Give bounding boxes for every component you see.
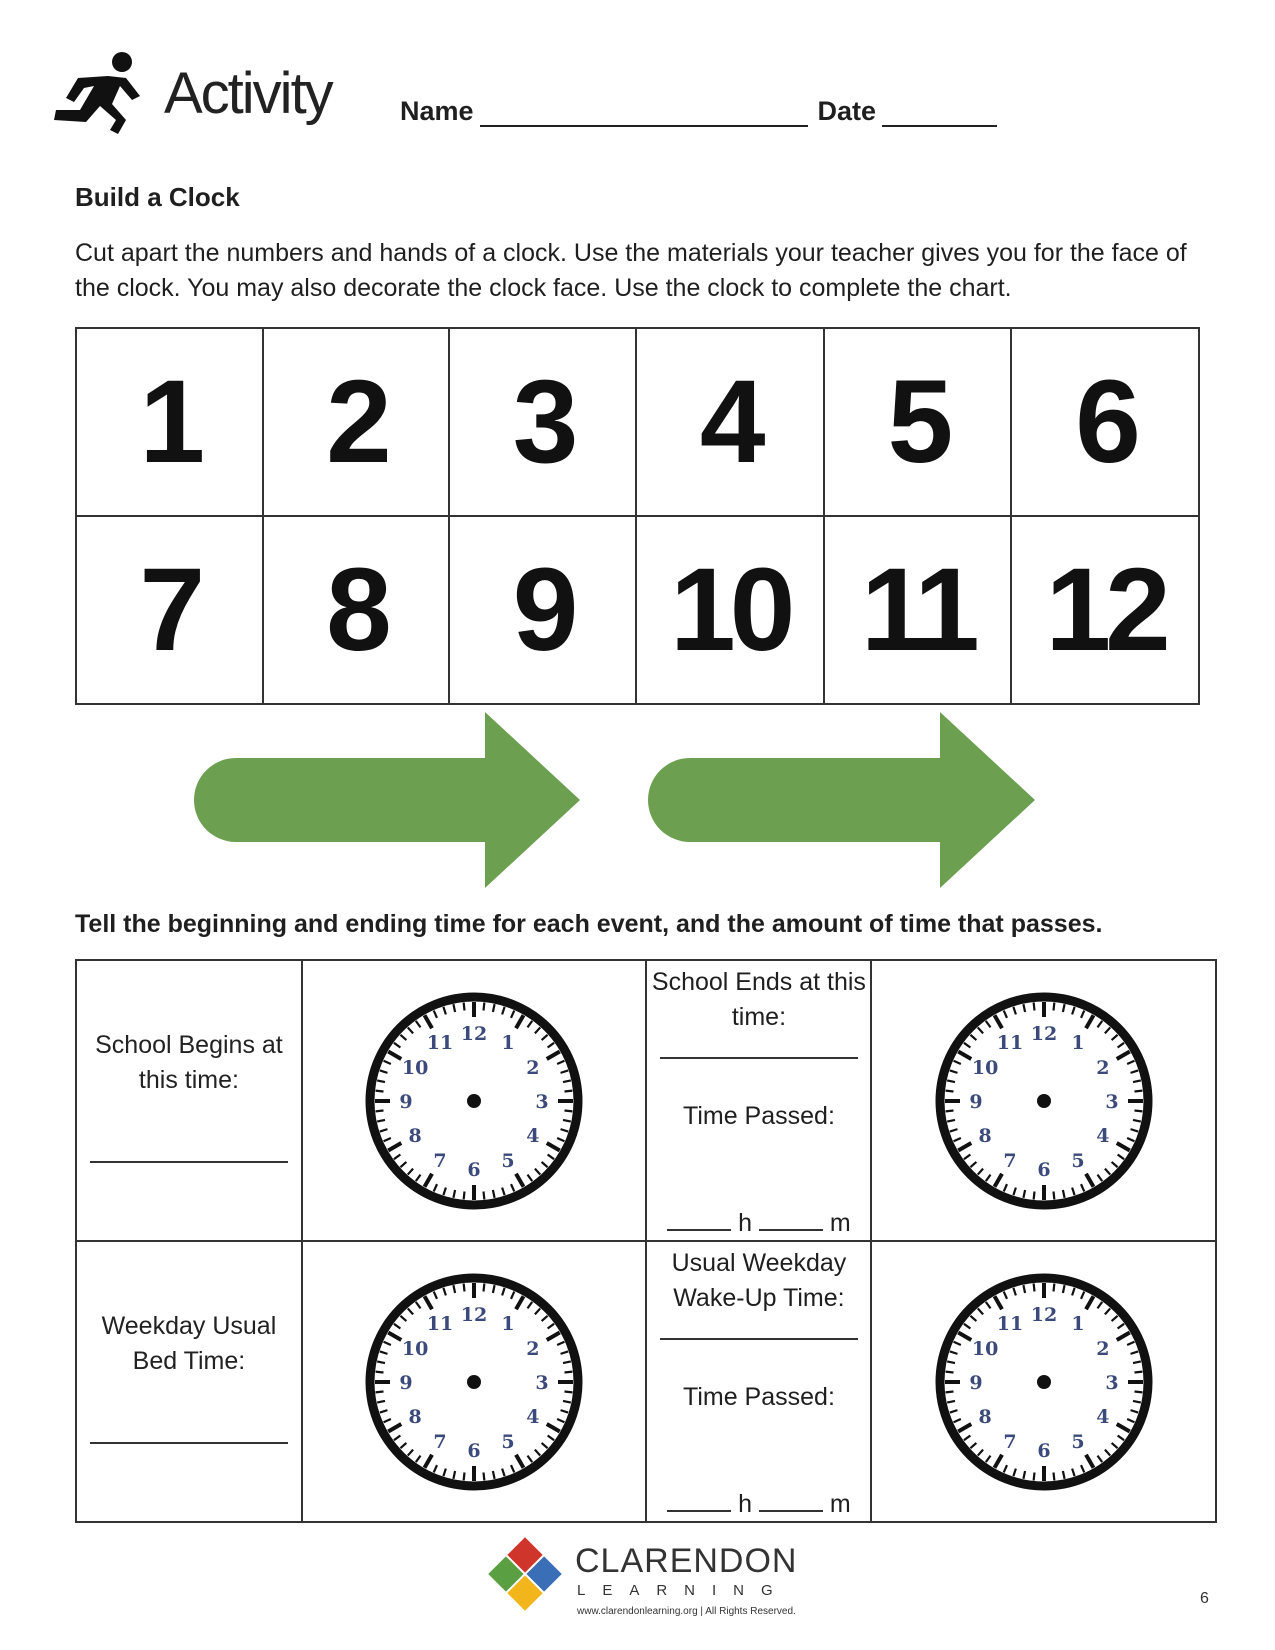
clock-numeral: 2 — [526, 1056, 540, 1079]
number-cell: 3 — [449, 328, 636, 516]
clock-numeral: 11 — [996, 1312, 1023, 1335]
clock-numeral: 4 — [1096, 1405, 1110, 1428]
clock-cell — [871, 960, 1216, 1241]
end-label-line1: School Ends at this — [651, 968, 866, 996]
clock-numeral: 9 — [969, 1371, 983, 1394]
clock-numeral: 12 — [460, 1303, 488, 1326]
clock-numeral: 1 — [501, 1031, 515, 1054]
task-title: Tell the beginning and ending time for each event, and the amount of time that passes. — [75, 910, 1103, 938]
minutes-blank[interactable] — [759, 1211, 823, 1231]
clock-numeral: 7 — [433, 1149, 447, 1172]
number-cell: 8 — [263, 516, 450, 704]
clock-numeral: 3 — [1105, 1371, 1119, 1394]
clock-numeral: 9 — [969, 1090, 983, 1113]
brand-url: www.clarendonlearning.org | All Rights Reserved. — [577, 1606, 796, 1617]
hours-label: h — [738, 1490, 752, 1518]
number-cell: 6 — [1011, 328, 1199, 516]
clock-numeral: 12 — [460, 1022, 488, 1045]
clock-numeral: 10 — [402, 1337, 429, 1360]
clock-numeral: 9 — [399, 1371, 413, 1394]
instructions: Cut apart the numbers and hands of a clock. Use the materials your teacher gives you for the face of the clock. You may also decorate the clock face. Use the clock to complete the chart. — [75, 239, 1187, 302]
page-header — [48, 48, 1228, 148]
clock-face-icon — [360, 1268, 588, 1496]
hours-blank[interactable] — [667, 1492, 731, 1512]
clock-numeral: 4 — [1096, 1124, 1110, 1147]
time-passed-label: Time Passed: — [682, 1102, 835, 1130]
clock-numeral: 9 — [399, 1090, 413, 1113]
minute-hand-arrow — [648, 712, 1035, 888]
clock-cell — [302, 960, 647, 1241]
clock-cell — [302, 1241, 647, 1522]
clock-numeral: 1 — [1071, 1031, 1085, 1054]
name-date-fields — [400, 96, 997, 127]
brand-name: CLARENDON — [575, 1542, 798, 1580]
date-label: Date — [817, 96, 877, 126]
hours-minutes-row — [647, 1490, 870, 1519]
clock-numeral: 7 — [433, 1430, 447, 1453]
clock-numeral: 3 — [535, 1371, 549, 1394]
start-label-line1: Weekday Usual — [101, 1312, 277, 1340]
clock-numeral: 8 — [408, 1405, 422, 1428]
clock-numeral: 4 — [526, 1405, 540, 1428]
clock-numeral: 2 — [1096, 1056, 1110, 1079]
puzzle-logo-icon — [485, 1534, 565, 1614]
end-time-cell — [646, 960, 871, 1241]
clock-numeral: 1 — [1071, 1312, 1085, 1335]
date-blank[interactable] — [882, 103, 997, 127]
clock-numeral: 3 — [535, 1090, 549, 1113]
name-label: Name — [400, 96, 474, 126]
number-cell: 10 — [636, 516, 824, 704]
page-number: 6 — [1200, 1590, 1209, 1607]
clock-face-icon — [930, 1268, 1158, 1496]
hours-label: h — [738, 1209, 752, 1237]
end-time-cell — [646, 1241, 871, 1522]
section-title: Build a Clock — [75, 182, 240, 212]
clock-numeral: 7 — [1003, 1149, 1017, 1172]
clock-numeral: 8 — [408, 1124, 422, 1147]
end-time-blank[interactable] — [660, 1318, 858, 1340]
clock-numeral: 6 — [1037, 1439, 1051, 1462]
events-chart — [75, 959, 1217, 1523]
start-time-cell — [76, 1241, 302, 1522]
number-cell: 7 — [76, 516, 263, 704]
clock-numeral: 7 — [1003, 1430, 1017, 1453]
time-passed-label: Time Passed: — [682, 1383, 835, 1411]
clock-face-icon — [930, 987, 1158, 1215]
start-label-line2: this time: — [138, 1066, 239, 1094]
clock-numeral: 1 — [501, 1312, 515, 1335]
clock-numeral: 6 — [467, 1439, 481, 1462]
hour-hand-arrow — [194, 712, 580, 888]
clock-numeral: 2 — [526, 1337, 540, 1360]
number-cell: 4 — [636, 328, 824, 516]
clock-numeral: 3 — [1105, 1090, 1119, 1113]
clock-numeral: 10 — [402, 1056, 429, 1079]
clock-hand-cutouts — [0, 710, 1275, 900]
minutes-label: m — [829, 1490, 851, 1518]
event-row-school — [76, 960, 1216, 1241]
number-cell: 9 — [449, 516, 636, 704]
minutes-blank[interactable] — [759, 1492, 823, 1512]
clock-numeral: 11 — [426, 1031, 454, 1054]
number-cell: 12 — [1011, 516, 1199, 704]
start-time-cell — [76, 960, 302, 1241]
clock-numeral: 11 — [996, 1031, 1023, 1054]
clock-numeral: 10 — [971, 1056, 999, 1079]
end-label-line2: time: — [731, 1003, 787, 1031]
name-blank[interactable] — [480, 103, 808, 127]
clock-numeral: 2 — [1096, 1337, 1110, 1360]
clock-numeral: 6 — [1037, 1158, 1051, 1181]
clock-cell — [871, 1241, 1216, 1522]
event-row-bedtime — [76, 1241, 1216, 1522]
hours-blank[interactable] — [667, 1211, 731, 1231]
clock-numeral: 12 — [1030, 1022, 1057, 1045]
clock-numeral: 6 — [467, 1158, 481, 1181]
activity-title: Activity — [164, 61, 332, 126]
clock-numeral: 5 — [1071, 1149, 1085, 1172]
number-row-2 — [76, 516, 1199, 704]
hours-minutes-row — [647, 1209, 870, 1238]
clock-numeral: 8 — [978, 1124, 992, 1147]
clock-numeral: 8 — [978, 1405, 992, 1428]
running-person-icon — [48, 48, 148, 138]
number-row-1 — [76, 328, 1199, 516]
number-cell: 2 — [263, 328, 450, 516]
number-cell: 5 — [824, 328, 1012, 516]
end-label-line2: Wake-Up Time: — [673, 1284, 845, 1312]
start-time-blank[interactable] — [90, 1422, 288, 1444]
clock-numeral: 5 — [1071, 1430, 1085, 1453]
clock-numeral: 4 — [526, 1124, 540, 1147]
minutes-label: m — [829, 1209, 851, 1237]
clock-numeral: 10 — [971, 1337, 999, 1360]
start-label-line1: School Begins at — [95, 1031, 283, 1059]
number-cell: 11 — [824, 516, 1012, 704]
number-cell: 1 — [76, 328, 263, 516]
clock-numeral: 11 — [426, 1312, 454, 1335]
brand-subtitle: LEARNING — [577, 1582, 790, 1599]
start-label-line2: Bed Time: — [132, 1347, 246, 1375]
end-time-blank[interactable] — [660, 1037, 858, 1059]
clock-numeral: 5 — [501, 1149, 515, 1172]
clock-number-cutouts — [75, 327, 1200, 705]
clarendon-learning-logo — [485, 1530, 815, 1620]
clock-numeral: 12 — [1030, 1303, 1057, 1326]
start-time-blank[interactable] — [90, 1141, 288, 1163]
clock-numeral: 5 — [501, 1430, 515, 1453]
clock-face-icon — [360, 987, 588, 1215]
end-label-line1: Usual Weekday — [671, 1249, 847, 1277]
